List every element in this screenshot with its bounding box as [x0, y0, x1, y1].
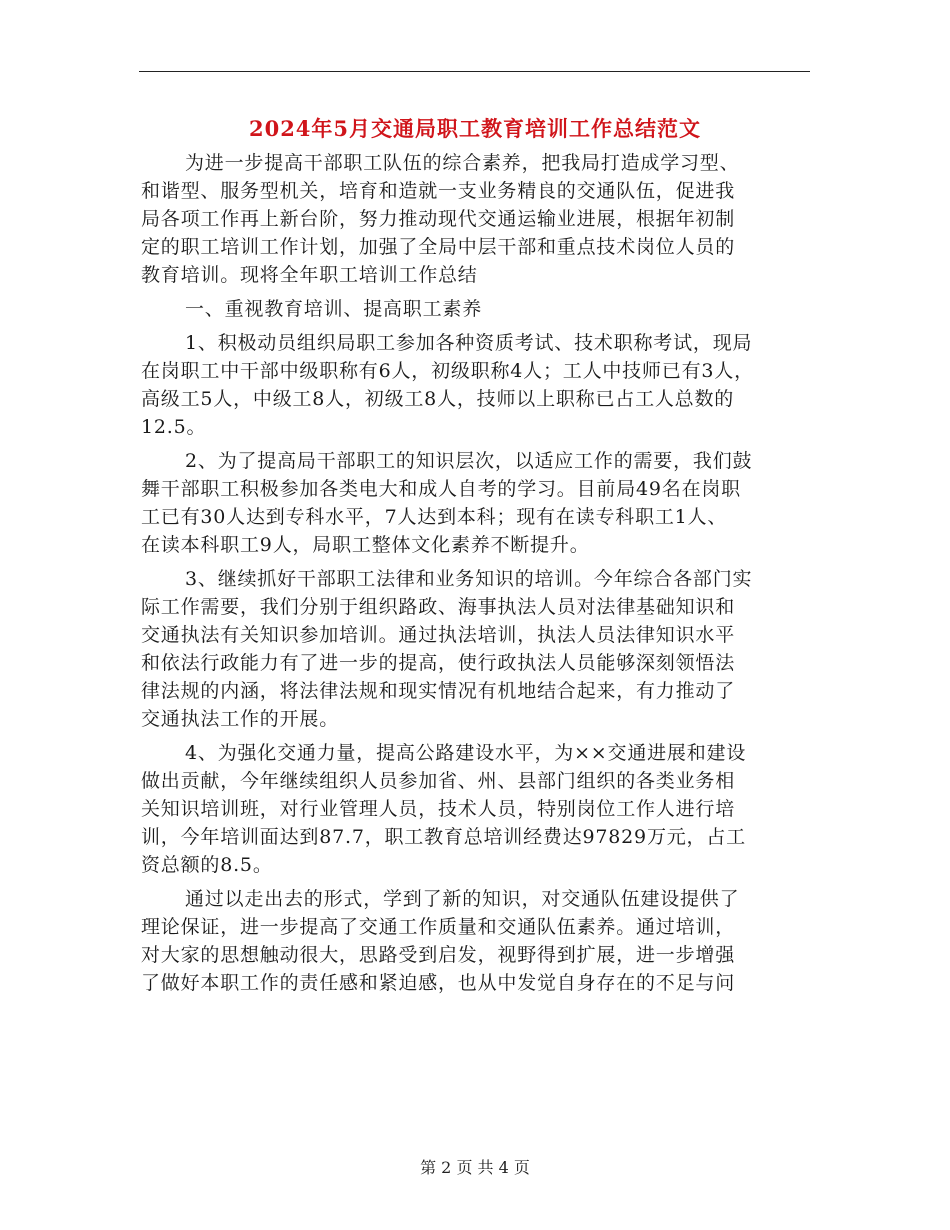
document-title: 2024年5月交通局职工教育培训工作总结范文 [248, 116, 702, 141]
paragraph-item-2 [141, 447, 813, 559]
text-line: 2、为了提高局干部职工的知识层次，以适应工作的需要，我们鼓 [185, 450, 753, 472]
paragraph-item-1 [141, 329, 813, 441]
text-line: 通过以走出去的形式，学到了新的知识，对交通队伍建设提供了 [185, 888, 740, 910]
paragraph-item-3 [141, 565, 813, 733]
text-line: 在读本科职工9人，局职工整体文化素养不断提升。 [141, 534, 590, 556]
text-line: 做出贡献，今年继续组织人员参加省、州、县部门组织的各类业务相 [141, 770, 736, 792]
document-body [141, 149, 813, 1003]
text-line: 训，今年培训面达到87.7，职工教育总培训经费达97829万元，占工 [141, 826, 746, 848]
text-line: 和谐型、服务型机关，培育和造就一支业务精良的交通队伍，促进我 [141, 180, 736, 202]
text-line: 为进一步提高干部职工队伍的综合素养，把我局打造成学习型、 [185, 152, 740, 174]
text-line: 交通执法工作的开展。 [141, 708, 340, 730]
section-heading [141, 295, 813, 323]
text-line: 交通执法有关知识参加培训。通过执法培训，执法人员法律知识水平 [141, 624, 736, 646]
text-line: 1、积极动员组织局职工参加各种资质考试、技术职称考试，现局 [185, 332, 753, 354]
text-line: 和依法行政能力有了进一步的提高，使行政执法人员能够深刻领悟法 [141, 652, 736, 674]
text-line: 关知识培训班，对行业管理人员，技术人员，特别岗位工作人进行培 [141, 798, 736, 820]
text-line: 3、继续抓好干部职工法律和业务知识的培训。今年综合各部门实 [185, 568, 753, 590]
text-line: 了做好本职工作的责任感和紧迫感，也从中发觉自身存在的不足与问 [141, 972, 736, 994]
text-line: 教育培训。现将全年职工培训工作总结 [141, 264, 478, 286]
text-line: 定的职工培训工作计划，加强了全局中层干部和重点技术岗位人员的 [141, 236, 736, 258]
paragraph-intro [141, 149, 813, 289]
paragraph-conclusion [141, 885, 813, 997]
text-line: 对大家的思想触动很大，思路受到启发，视野得到扩展，进一步增强 [141, 944, 736, 966]
text-line: 在岗职工中干部中级职称有6人，初级职称4人；工人中技师已有3人， [141, 360, 754, 382]
text-line: 局各项工作再上新台阶，努力推动现代交通运输业进展，根据年初制 [141, 208, 736, 230]
paragraph-item-4 [141, 739, 813, 879]
text-line: 律法规的内涵，将法律法规和现实情况有机地结合起来，有力推动了 [141, 680, 736, 702]
text-line: 高级工5人，中级工8人，初级工8人，技师以上职称已占工人总数的 [141, 388, 735, 410]
text-line: 12.5。 [141, 416, 207, 438]
header-rule [139, 71, 810, 72]
text-line: 舞干部职工积极参加各类电大和成人自考的学习。目前局49名在岗职 [141, 478, 741, 500]
section-heading-text: 一、重视教育培训、提高职工素养 [185, 298, 483, 320]
text-line: 资总额的8.5。 [141, 854, 273, 876]
text-line: 工已有30人达到专科水平，7人达到本科；现有在读专科职工1人、 [141, 506, 728, 528]
text-line: 际工作需要，我们分别于组织路政、海事执法人员对法律基础知识和 [141, 596, 736, 618]
page-number: 第 2 页 共 4 页 [420, 1158, 530, 1177]
text-line: 4、为强化交通力量，提高公路建设水平，为××交通进展和建设 [185, 742, 747, 764]
text-line: 理论保证，进一步提高了交通工作质量和交通队伍素养。通过培训， [141, 916, 736, 938]
